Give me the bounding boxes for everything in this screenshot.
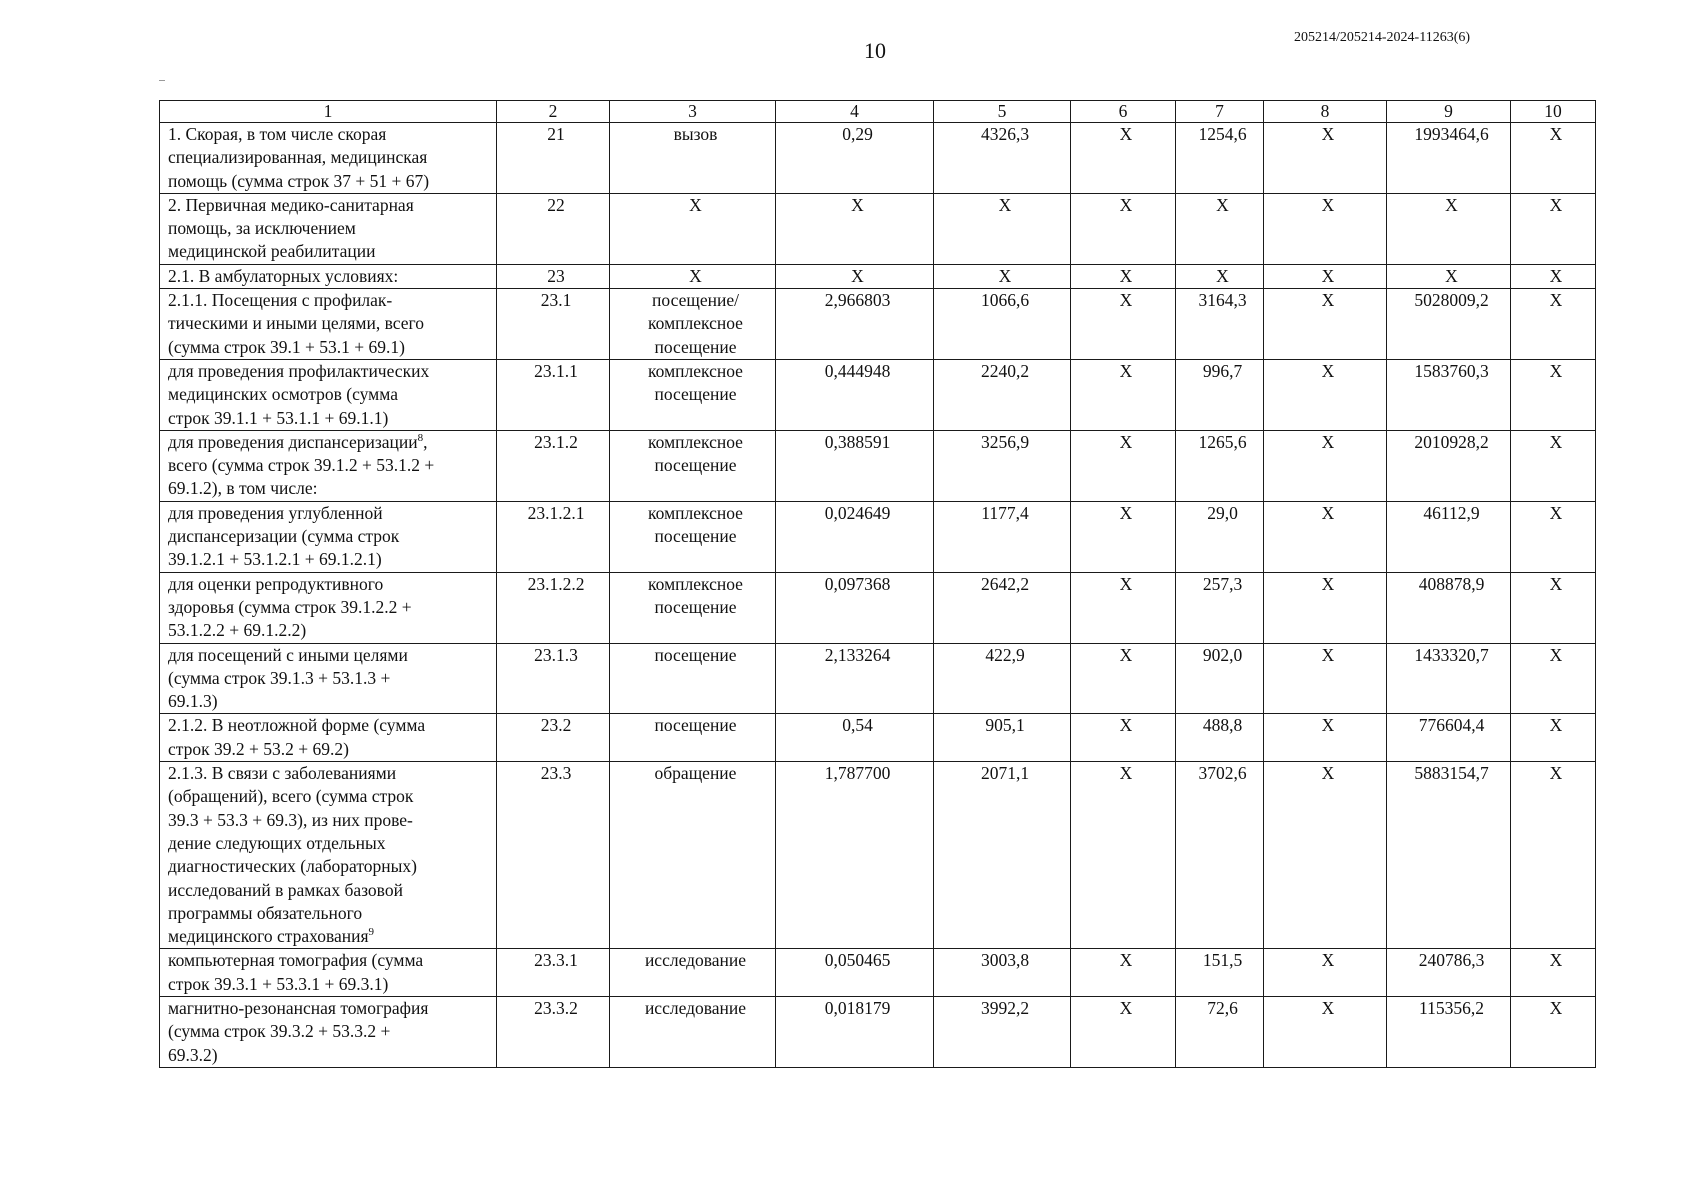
col6-value: X [1071,123,1176,194]
row-name-continuation: , всего (сумма строк 39.1.2 + 53.1.2 + 69.1.2), в том числе: [168,431,435,499]
volume-norm: 0,050465 [776,949,934,997]
column-header: 5 [934,101,1071,123]
row-name: 2.1. В амбулаторных условиях: [168,265,399,286]
table-row [160,193,1596,264]
col8-value: X [1264,501,1387,572]
cost-norm: 2071,1 [934,762,1071,949]
per-capita-norm: 1265,6 [1176,430,1264,501]
col8-value: X [1264,996,1387,1067]
unit-of-measure: обращение [610,762,776,949]
col6-value: X [1071,193,1176,264]
unit-of-measure: комплексное посещение [610,430,776,501]
row-name-cell [160,264,497,288]
table-row [160,264,1596,288]
col6-value: X [1071,501,1176,572]
per-capita-norm: 72,6 [1176,996,1264,1067]
per-capita-norm: 29,0 [1176,501,1264,572]
cost-amount: 46112,9 [1387,501,1511,572]
cost-amount: 1583760,3 [1387,359,1511,430]
unit-of-measure: комплексное посещение [610,501,776,572]
footnote-marker: 8 [417,432,424,445]
cost-norm: 1177,4 [934,501,1071,572]
row-name: для проведения углубленной диспансеризации (сумма строк 39.1.2.1 + 53.1.2.1 + 69.1.2.1) [168,502,400,570]
cost-norm: 4326,3 [934,123,1071,194]
volume-norm: 2,133264 [776,643,934,714]
cost-amount: 776604,4 [1387,714,1511,762]
unit-of-measure: посещение [610,643,776,714]
column-header: 10 [1511,101,1596,123]
cost-norm: 905,1 [934,714,1071,762]
col10-value: X [1511,359,1596,430]
cost-amount: X [1387,264,1511,288]
col10-value: X [1511,123,1596,194]
row-code: 23.1.2 [497,430,610,501]
col6-value: X [1071,996,1176,1067]
col6-value: X [1071,289,1176,360]
per-capita-norm: 488,8 [1176,714,1264,762]
row-name-cell [160,643,497,714]
row-name-cell [160,359,497,430]
tariff-table [159,100,1596,1068]
row-name: 1. Скорая, в том числе скорая специализированная, медицинская помощь (сумма строк 37 + 51 + 67) [168,124,430,191]
row-code: 23.3.2 [497,996,610,1067]
unit-of-measure: X [610,193,776,264]
cost-amount: 5883154,7 [1387,762,1511,949]
per-capita-norm: 902,0 [1176,643,1264,714]
col8-value: X [1264,264,1387,288]
table-row [160,714,1596,762]
col6-value: X [1071,359,1176,430]
row-name: магнитно-резонансная томография (сумма строк 39.3.2 + 53.3.2 + 69.3.2) [168,997,429,1065]
row-name: компьютерная томография (сумма строк 39.3.1 + 53.3.1 + 69.3.1) [168,950,424,994]
row-name: 2.1.2. В неотложной форме (сумма строк 39.2 + 53.2 + 69.2) [168,715,426,759]
column-header: 7 [1176,101,1264,123]
table-row [160,359,1596,430]
row-name-cell [160,762,497,949]
unit-of-measure: исследование [610,949,776,997]
volume-norm: 0,388591 [776,430,934,501]
col8-value: X [1264,193,1387,264]
cost-norm: 422,9 [934,643,1071,714]
per-capita-norm: 257,3 [1176,572,1264,643]
col6-value: X [1071,643,1176,714]
cost-norm: 3003,8 [934,949,1071,997]
col10-value: X [1511,193,1596,264]
row-name-cell [160,572,497,643]
cost-amount: 240786,3 [1387,949,1511,997]
col8-value: X [1264,714,1387,762]
volume-norm: 0,024649 [776,501,934,572]
cost-norm: 3992,2 [934,996,1071,1067]
table-header [160,101,1596,123]
volume-norm: 0,29 [776,123,934,194]
unit-of-measure: комплексное посещение [610,359,776,430]
cost-amount: 1433320,7 [1387,643,1511,714]
row-code: 23.2 [497,714,610,762]
volume-norm: 1,787700 [776,762,934,949]
column-header: 3 [610,101,776,123]
cost-amount: 1993464,6 [1387,123,1511,194]
column-number-row [160,101,1596,123]
unit-of-measure: комплексное посещение [610,572,776,643]
volume-norm: X [776,193,934,264]
col6-value: X [1071,762,1176,949]
row-name-cell [160,430,497,501]
unit-of-measure: посещение/ комплексное посещение [610,289,776,360]
row-name-cell [160,289,497,360]
volume-norm: 0,097368 [776,572,934,643]
cost-norm: 2240,2 [934,359,1071,430]
column-header: 8 [1264,101,1387,123]
cost-amount: X [1387,193,1511,264]
col8-value: X [1264,430,1387,501]
cost-norm: X [934,193,1071,264]
col8-value: X [1264,359,1387,430]
column-header: 2 [497,101,610,123]
column-header: 6 [1071,101,1176,123]
unit-of-measure: посещение [610,714,776,762]
document-reference: 205214/205214-2024-11263(6) [1294,30,1471,45]
col6-value: X [1071,572,1176,643]
row-code: 23.3.1 [497,949,610,997]
col8-value: X [1264,762,1387,949]
row-name-cell [160,949,497,997]
row-code: 23 [497,264,610,288]
table-row [160,643,1596,714]
col10-value: X [1511,996,1596,1067]
unit-of-measure: вызов [610,123,776,194]
row-name-cell [160,501,497,572]
unit-of-measure: исследование [610,996,776,1067]
table-row [160,430,1596,501]
scan-mark [159,80,165,81]
col10-value: X [1511,643,1596,714]
col10-value: X [1511,714,1596,762]
per-capita-norm: X [1176,193,1264,264]
per-capita-norm: 3164,3 [1176,289,1264,360]
col8-value: X [1264,949,1387,997]
table-row [160,289,1596,360]
volume-norm: 0,018179 [776,996,934,1067]
col10-value: X [1511,501,1596,572]
col6-value: X [1071,264,1176,288]
col6-value: X [1071,714,1176,762]
column-header: 1 [160,101,497,123]
cost-norm: 1066,6 [934,289,1071,360]
row-code: 21 [497,123,610,194]
row-code: 23.3 [497,762,610,949]
row-name: для проведения диспансеризации [168,431,418,452]
row-name-cell [160,996,497,1067]
row-name: 2. Первичная медико-санитарная помощь, за исключением медицинской реабилитации [168,194,414,262]
volume-norm: 2,966803 [776,289,934,360]
per-capita-norm: 151,5 [1176,949,1264,997]
col10-value: X [1511,264,1596,288]
cost-amount: 2010928,2 [1387,430,1511,501]
cost-norm: 2642,2 [934,572,1071,643]
table-row [160,501,1596,572]
per-capita-norm: 1254,6 [1176,123,1264,194]
col10-value: X [1511,949,1596,997]
volume-norm: X [776,264,934,288]
volume-norm: 0,444948 [776,359,934,430]
table-body [160,123,1596,1068]
col8-value: X [1264,123,1387,194]
table-row [160,996,1596,1067]
row-code: 22 [497,193,610,264]
col10-value: X [1511,762,1596,949]
footnote-marker: 9 [368,926,375,939]
row-name: для оценки репродуктивного здоровья (сумма строк 39.1.2.2 + 53.1.2.2 + 69.1.2.2) [168,573,412,641]
table-row [160,762,1596,949]
row-code: 23.1.2.1 [497,501,610,572]
row-code: 23.1.2.2 [497,572,610,643]
table-row [160,123,1596,194]
col8-value: X [1264,572,1387,643]
col6-value: X [1071,430,1176,501]
col10-value: X [1511,289,1596,360]
col8-value: X [1264,289,1387,360]
row-code: 23.1 [497,289,610,360]
row-name-cell [160,714,497,762]
row-name-cell [160,123,497,194]
row-name: для посещений с иными целями (сумма строк 39.1.3 + 53.1.3 + 69.1.3) [168,644,408,712]
page-number: 10 [864,38,886,63]
volume-norm: 0,54 [776,714,934,762]
row-code: 23.1.1 [497,359,610,430]
row-name: 2.1.3. В связи с заболеваниями (обращений), всего (сумма строк 39.3 + 53.3 + 69.3), из них прове- дение следующих отдельных диагностических (лабораторных) исследований в рамках базовой программы обязательного медицинского страхования [168,763,417,947]
col6-value: X [1071,949,1176,997]
row-name: для проведения профилактических медицинских осмотров (сумма строк 39.1.1 + 53.1.1 + 69.1.1) [168,360,430,428]
row-name: 2.1.1. Посещения с профилак- тическими и иными целями, всего (сумма строк 39.1 + 53.1 + 69.1) [168,290,425,357]
per-capita-norm: 996,7 [1176,359,1264,430]
per-capita-norm: 3702,6 [1176,762,1264,949]
column-header: 4 [776,101,934,123]
col10-value: X [1511,572,1596,643]
col10-value: X [1511,430,1596,501]
row-name-cell [160,193,497,264]
row-code: 23.1.3 [497,643,610,714]
cost-norm: X [934,264,1071,288]
per-capita-norm: X [1176,264,1264,288]
cost-amount: 5028009,2 [1387,289,1511,360]
unit-of-measure: X [610,264,776,288]
cost-norm: 3256,9 [934,430,1071,501]
table-row [160,572,1596,643]
cost-amount: 408878,9 [1387,572,1511,643]
col8-value: X [1264,643,1387,714]
column-header: 9 [1387,101,1511,123]
cost-amount: 115356,2 [1387,996,1511,1067]
table-row [160,949,1596,997]
